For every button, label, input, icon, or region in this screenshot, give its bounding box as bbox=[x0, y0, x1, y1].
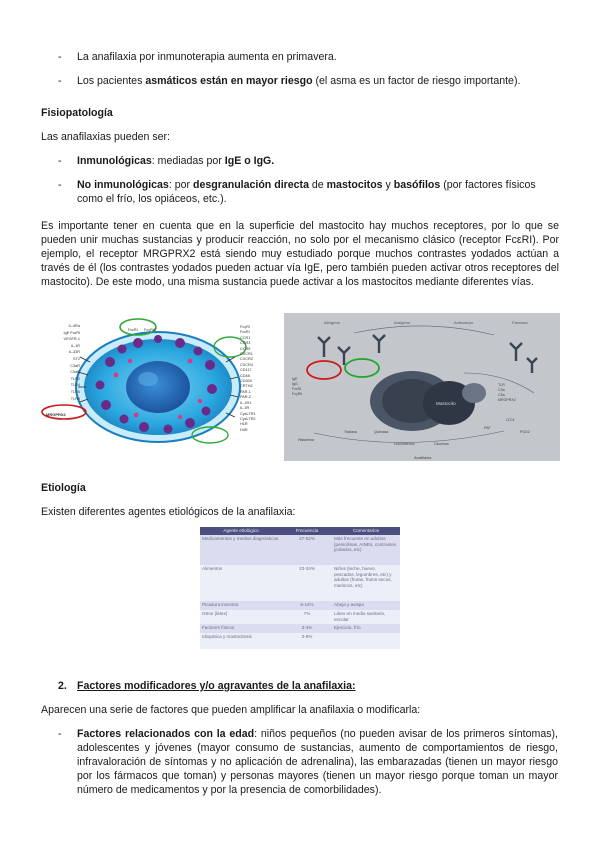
etiologia-intro: Existen diferentes agentes etiológicos de la anafilaxia: bbox=[41, 506, 296, 518]
text-run: Inmunológicas bbox=[77, 155, 152, 167]
text-run: IgE o IgG. bbox=[224, 155, 275, 167]
top-label: Antígeno bbox=[394, 320, 411, 325]
section-heading-fisiopatologia: Fisiopatología bbox=[41, 107, 113, 119]
section2-intro: Aparecen una serie de factores que pueden amplificar la anafilaxia o modificarla: bbox=[41, 704, 421, 716]
table-row bbox=[200, 565, 400, 601]
table-header-cell: Frecuencia bbox=[282, 527, 332, 535]
table-header-row bbox=[200, 527, 400, 535]
fisio-paragraph: Es importante tener en cuenta que en la superficie del mastocito hay muchos receptores, por lo que se pueden unir muchas sustancias y producir reacción, no solo por el mecanismo clásico (receptor FcεRI). Por ejemplo, el receptor MRGPRX2 está siendo muy estudiado porque muchos contrastes yodados actúan a través de él (los contrastes yodados pueden actuar vía IgE, pero también pueden activar otros receptores del mastocito). De este modo, una misma sustancia puede activar a los mastocitos mediante diferentes vías. bbox=[41, 220, 559, 288]
fcer-top-label: FcεRI bbox=[128, 328, 138, 332]
mrgprx2-label: MRGPRX2 bbox=[46, 412, 66, 417]
fcgr-top-label: FcγRIII bbox=[144, 328, 157, 332]
text-run: basófilos bbox=[393, 179, 441, 191]
table-cell: Otros (látex) bbox=[200, 610, 282, 624]
table-cell: Ejercicio, frío bbox=[332, 624, 400, 633]
list-item-text bbox=[77, 727, 558, 797]
text-run: de bbox=[308, 179, 327, 191]
table-row bbox=[200, 601, 400, 610]
table-cell: Picadura insectos bbox=[200, 601, 282, 610]
bullet-dash: - bbox=[58, 75, 62, 87]
bottom-label: Leucotrienos bbox=[394, 442, 415, 446]
table-cell: 6-14% bbox=[282, 601, 332, 610]
side-labels: IgE IgG FcεRI FcγRII bbox=[292, 377, 303, 396]
table-cell: Látex en medio sanitario, escolar bbox=[332, 610, 400, 624]
table-row bbox=[200, 633, 400, 649]
list-item-text bbox=[77, 50, 538, 64]
bottom-label: Citocinas bbox=[434, 442, 449, 446]
text-run: : por bbox=[168, 179, 193, 191]
table-cell: Alimentos bbox=[200, 565, 282, 601]
text-run: y bbox=[382, 179, 394, 191]
table-cell: Abeja y avispa bbox=[332, 601, 400, 610]
bottom-label: LTC4 bbox=[506, 418, 515, 422]
bullet-dash: - bbox=[58, 51, 62, 63]
left-receptor-labels: IL-4Rα IgE FcεRI VEGFR-1 IL-1R IL-33R ST2 C3aR C5aR TLR2 TLR4 TLR5 TLR9 bbox=[63, 324, 80, 401]
text-run: desgranulación directa bbox=[192, 179, 309, 191]
list-item-text bbox=[77, 178, 538, 206]
top-label: Fármaco bbox=[512, 320, 528, 325]
table-header-cell: Agente etiológico bbox=[200, 527, 282, 535]
text-run: Factores relacionados con la edad bbox=[77, 728, 255, 740]
table-cell: Factores físicos bbox=[200, 624, 282, 633]
bottom-label: Triptasa bbox=[344, 430, 357, 434]
table-row bbox=[200, 610, 400, 624]
fisio-intro: Las anafilaxias pueden ser: bbox=[41, 131, 170, 143]
bullet-dash: - bbox=[58, 155, 62, 167]
table-cell: 47-52% bbox=[282, 535, 332, 565]
table-cell: Idiopática y mastocitosis bbox=[200, 633, 282, 649]
etiology-table bbox=[200, 527, 400, 649]
bottom-label: Anafilaxia bbox=[414, 455, 432, 460]
section-heading-factores: Factores modificadores y/o agravantes de la anafilaxia: bbox=[77, 680, 356, 692]
text-run: (por factores físicos como el frío, los opiáceos, etc.). bbox=[77, 179, 536, 205]
bottom-label: PAF bbox=[484, 426, 491, 430]
text-run: : mediadas por bbox=[151, 155, 225, 167]
side-labels-right: TLR C3a C5a MRGPRX2 bbox=[498, 383, 516, 402]
top-label: Alérgeno bbox=[324, 320, 341, 325]
table-cell: 3-4% bbox=[282, 624, 332, 633]
bullet-dash: - bbox=[58, 728, 62, 740]
table-cell: 7% bbox=[282, 610, 332, 624]
table-cell bbox=[332, 633, 400, 649]
table-row bbox=[200, 535, 400, 565]
text-run: mastocitos bbox=[326, 179, 383, 191]
table-row bbox=[200, 624, 400, 633]
table-cell: Más frecuente en adultos (penicilinas, AINEs, contrastes yodados, etc) bbox=[332, 535, 400, 565]
cell-label: Mastocito bbox=[436, 401, 456, 406]
table-cell: 23-34% bbox=[282, 565, 332, 601]
text-run: : niños pequeños (no pueden avisar de los primeros síntomas), adolescentes y jóvenes (mayor consumo de sustancias, aumento de comportamientos de riesgo, infravaloración de síntomas y no aplicación de adrenalina), las embarazadas (tienen un mayor riesgo por los fármacos que toman) y personas mayores (tienen un mayor riesgo porque toman un mayor número de medicamentos y por la presencia de comorbilidades). bbox=[77, 728, 559, 796]
bottom-label: PGD2 bbox=[520, 430, 530, 434]
list-item-text bbox=[77, 154, 538, 168]
text-run: No inmunológicas bbox=[77, 179, 169, 191]
text-run: Los pacientes bbox=[77, 75, 146, 87]
table-header-cell: Comentarios bbox=[332, 527, 400, 535]
list-item-text bbox=[77, 74, 538, 88]
bottom-label: Histamina bbox=[298, 438, 314, 442]
section-heading-etiologia: Etiología bbox=[41, 482, 86, 494]
text-run: (el asma es un factor de riesgo importante). bbox=[312, 75, 521, 87]
table-cell: 3-5% bbox=[282, 633, 332, 649]
top-label: Anticuerpo bbox=[454, 320, 474, 325]
bullet-dash: - bbox=[58, 179, 62, 191]
mast-cell-receptor-figure bbox=[40, 317, 272, 450]
text-run: La anafilaxia por inmunoterapia aumenta en primavera. bbox=[77, 51, 337, 63]
table-cell: Medicamentos y medios diagnósticos bbox=[200, 535, 282, 565]
right-receptor-labels: FcγRI FcεRI CCR1 CCR3 CCR5 CXCR1 CXCR2 CXCR4 CD117 CD48 CD300 CRTH2 PAR-1 PAR-2 IL-1R1 IL-3R CysLTR1 CysLTR2 H1R H4R bbox=[240, 325, 256, 432]
section-number: 2. bbox=[58, 680, 67, 692]
table-cell: Niños (leche, huevo, pescados, legumbres, etc) y adultos (frutas, frutos secos, mariscos, etc) bbox=[332, 565, 400, 601]
bottom-label: Quimasa bbox=[374, 430, 389, 434]
mast-cell-mechanism-figure bbox=[284, 313, 560, 461]
text-run: asmáticos están en mayor riesgo bbox=[145, 75, 313, 87]
